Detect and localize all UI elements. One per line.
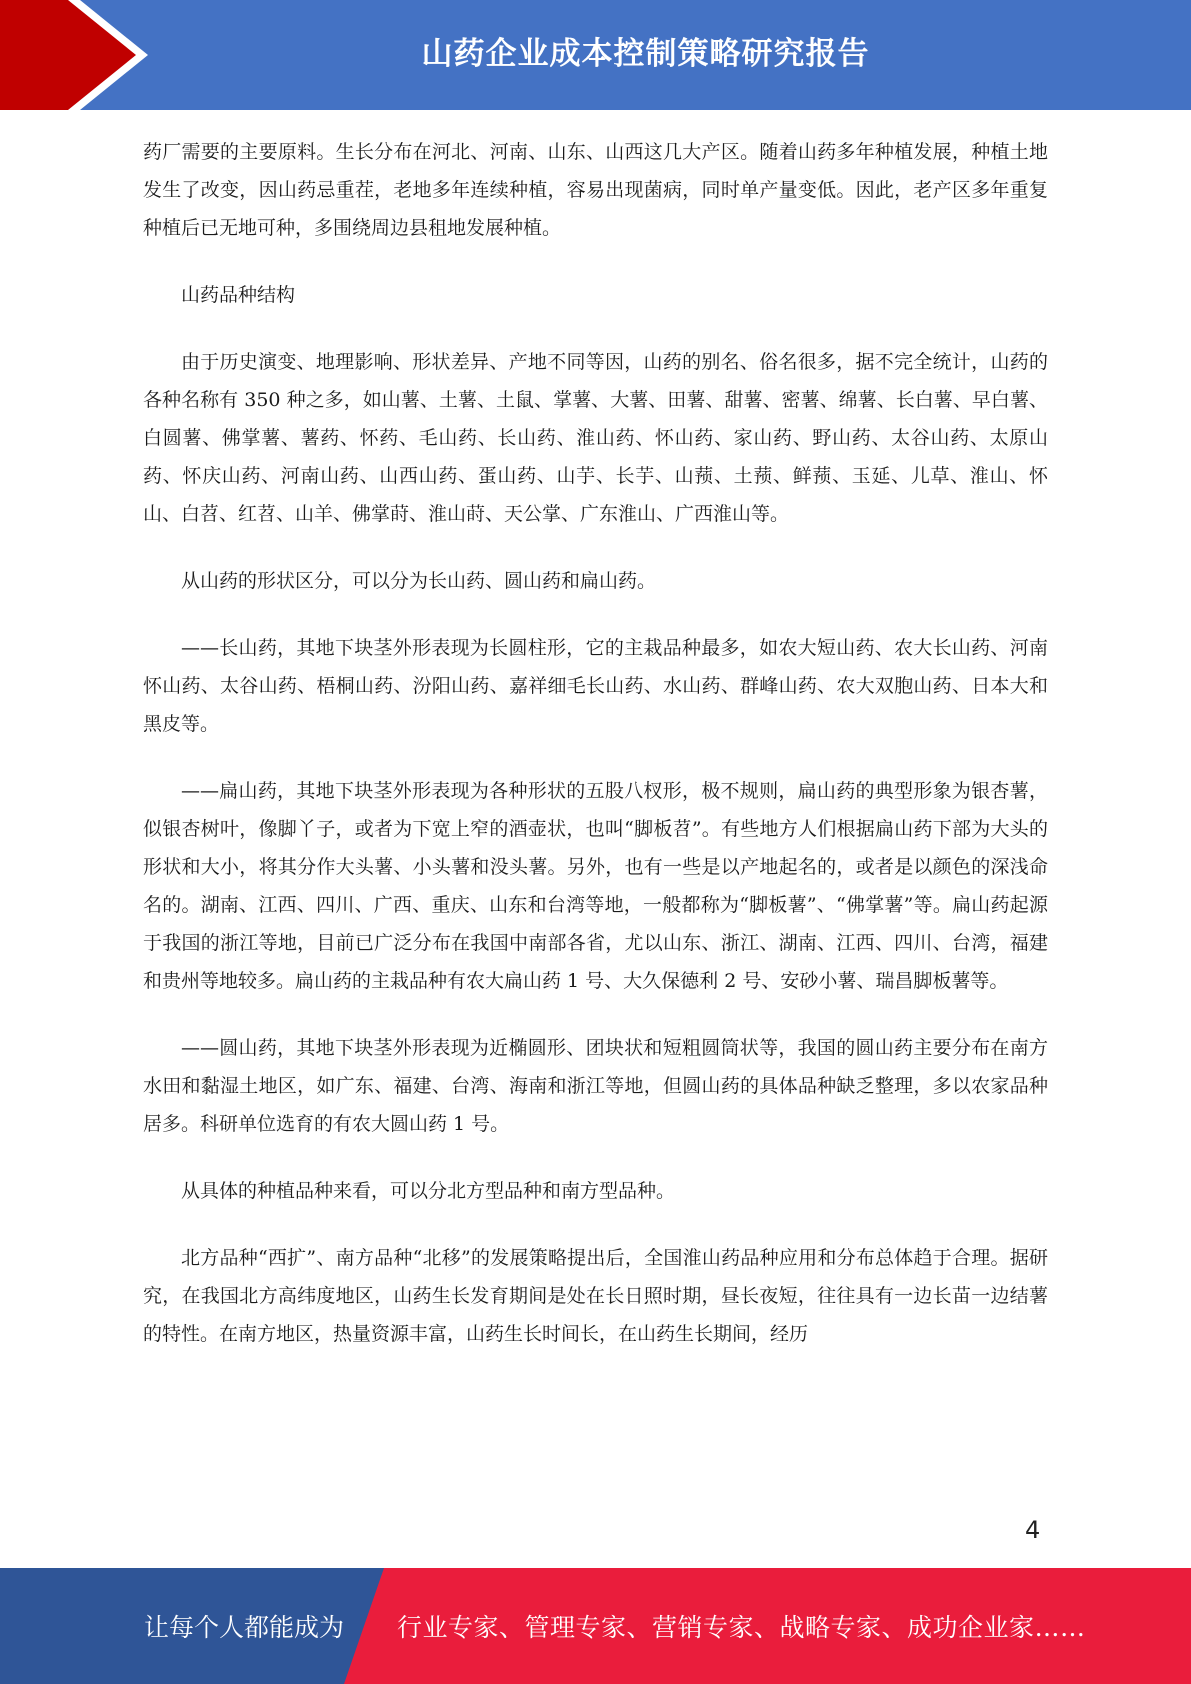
footer-slogan-left: 让每个人都能成为 <box>144 1613 345 1642</box>
header-banner <box>0 0 1191 110</box>
paragraph-intro-continuation: 药厂需要的主要原料。生长分布在河北、河南、山东、山西这几大产区。随着山药多年种植发展，种植土地发生了改变，因山药忌重茬，老地多年连续种植，容易出现菌病，同时单产量变低。因此，老产区多年重复种植后已无地可种，多围绕周边县租地发展种植。 <box>143 141 1048 239</box>
paragraph-shape-classification: 从山药的形状区分，可以分为长山药、圆山药和扁山药。 <box>181 570 657 592</box>
footer-slogan-right: 行业专家、管理专家、营销专家、战略专家、成功企业家…… <box>397 1613 1086 1642</box>
paragraph-variety-classification: 从具体的种植品种来看，可以分北方型品种和南方型品种。 <box>181 1180 676 1202</box>
document-title: 山药企业成本控制策略研究报告 <box>421 35 870 72</box>
paragraph-round-yam: ——圆山药，其地下块茎外形表现为近椭圆形、团块状和短粗圆筒状等，我国的圆山药主要分布在南方水田和黏湿土地区，如广东、福建、台湾、海南和浙江等地，但圆山药的具体品种缺乏整理，多以农家品种居多。科研单位选育的有农大圆山药 1 号。 <box>143 1037 1048 1135</box>
paragraph-yam-names: 由于历史演变、地理影响、形状差异、产地不同等因，山药的别名、俗名很多，据不完全统计，山药的各种名称有 350 种之多，如山薯、土薯、土鼠、掌薯、大薯、田薯、甜薯、密薯、绵薯、长白薯、早白薯、白圆薯、佛掌薯、薯药、怀药、毛山药、长山药、淮山药、怀山药、家山药、野山药、太谷山药、太原山药、怀庆山药、河南山药、山西山药、蛋山药、山芋、长芋、山蓣、土蓣、鲜蓣、玉延、儿草、淮山、怀山、白苕、红苕、山羊、佛掌莳、淮山莳、天公掌、广东淮山、广西淮山等。 <box>143 351 1048 525</box>
section-heading: 山药品种结构 <box>181 284 296 306</box>
footer-banner <box>0 1568 1191 1684</box>
document-body <box>143 133 1048 1353</box>
paragraph-north-south: 北方品种“西扩”、南方品种“北移”的发展策略提出后，全国淮山药品种应用和分布总体趋于合理。据研究，在我国北方高纬度地区，山药生长发育期间是处在长日照时期，昼长夜短，往往具有一边长苗一边结薯的特性。在南方地区，热量资源丰富，山药生长时间长，在山药生长期间，经历 <box>143 1247 1048 1345</box>
paragraph-flat-yam: ——扁山药，其地下块茎外形表现为各种形状的五股八杈形，极不规则，扁山药的典型形象为银杏薯，似银杏树叶，像脚丫子，或者为下宽上窄的酒壶状，也叫“脚板苕”。有些地方人们根据扁山药下部为大头的形状和大小，将其分作大头薯、小头薯和没头薯。另外，也有一些是以产地起名的，或者是以颜色的深浅命名的。湖南、江西、四川、广西、重庆、山东和台湾等地，一般都称为“脚板薯”、“佛掌薯”等。扁山药起源于我国的浙江等地，目前已广泛分布在我国中南部各省，尤以山东、浙江、湖南、江西、四川、台湾，福建和贵州等地较多。扁山药的主栽品种有农大扁山药 1 号、大久保德利 2 号、安砂小薯、瑞昌脚板薯等。 <box>143 780 1048 992</box>
page-number: 4 <box>1025 1516 1041 1544</box>
paragraph-long-yam: ——长山药，其地下块茎外形表现为长圆柱形，它的主栽品种最多，如农大短山药、农大长山药、河南怀山药、太谷山药、梧桐山药、汾阳山药、嘉祥细毛长山药、水山药、群峰山药、农大双胞山药、日本大和黑皮等。 <box>143 637 1048 735</box>
